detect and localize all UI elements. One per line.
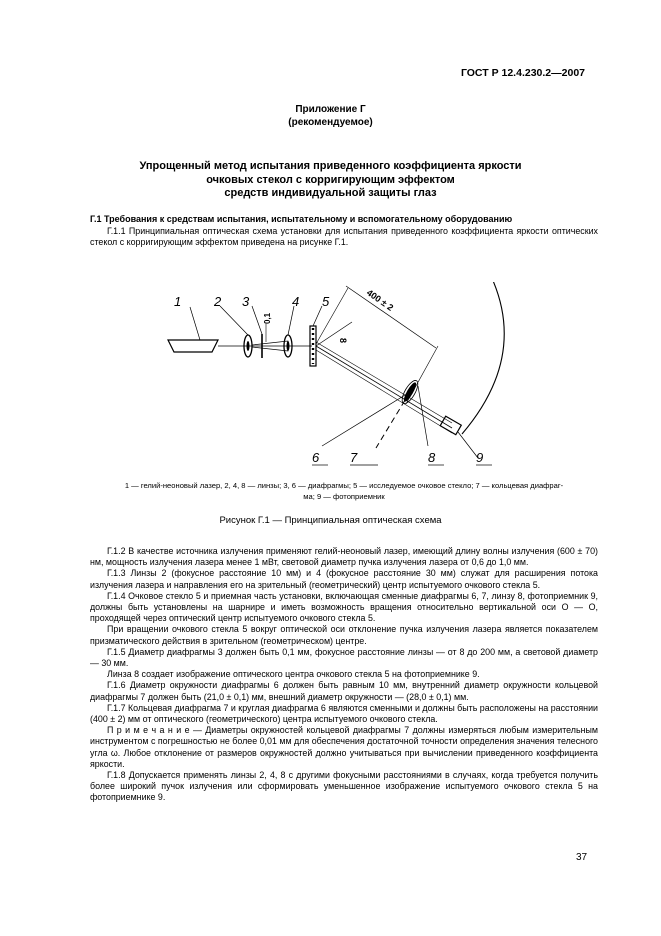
label-1: 1 [174, 294, 182, 309]
appendix-title: Приложение Г [295, 104, 366, 115]
lens-2-core [247, 341, 250, 351]
leader-9 [458, 432, 478, 458]
paragraph: Г.1.1 Принципиальная оптическая схема установки для испытания приведенного коэффициента яркости оптических стекол с корригирующим эффектом приведена на рисунке Г.1. [90, 226, 598, 248]
title-line-1: Упрощенный метод испытания приведенного коэффициента яркости [139, 160, 522, 172]
label-4: 4 [292, 294, 300, 309]
leader-5 [313, 306, 322, 326]
paragraph: Г.1.7 Кольцевая диафрагма 7 и круглая диафрагма 6 являются сменными и должны быть расположены на расстоянии (400 ± 2) мм от оптического (геометрического) центра испытуемого очкового стекла. [90, 702, 598, 725]
beam-upper [316, 342, 452, 423]
paragraph: Г.1.6 Диаметр окружности диафрагмы 6 должен быть равным 10 мм, внутренний диаметр окружности кольцевой диафрагмы 7 должен быть (21,0 ± 0,1) мм, внешний диаметр окружности — (28,0 ± 0,1) мм. [90, 680, 598, 702]
leader-6 [322, 392, 410, 446]
body-text [90, 546, 598, 804]
paragraph: Г.1.4 Очковое стекло 5 и приемная часть установки, включающая сменные диафрагмы 6, 7, линзу 8, фотоприемник 9, должны быть установлены на шарнире и иметь возможность вращения относительно вертикальной оси О — О, проходящей через оптический центр испытуемого очкового стекла 5. [90, 590, 598, 624]
label-3: 3 [242, 294, 250, 309]
note-paragraph: П р и м е ч а н и е — Диаметры окружностей кольцевой диафрагмы 7 должны измеряться любым измерительным инструментом с погрешностью не более 0,01 мм для обеспечения достаточной точности определения значения телесного угла ω. Любое отклонение от размеров окружностей должно учитываться при вычислении приведенного коэффициента яркости. [90, 725, 598, 769]
title-line-2: очковых стекол с корригирующим эффектом [206, 173, 455, 186]
label-5: 5 [322, 294, 330, 309]
optical-scheme-figure [152, 282, 512, 472]
appendix-subtitle: (рекомендуемое) [288, 117, 373, 128]
leader-2 [220, 306, 248, 335]
standard-number: ГОСТ Р 12.4.230.2—2007 [460, 67, 585, 79]
paragraph: Г.1.2 В качестве источника излучения применяют гелий-неоновый лазер, имеющий длину волны излучения (600 ± 70) нм, мощность излучения лазера менее 1 мВт, световой диаметр пучка излучения лазера от 0,6 до 1,0 мм. [90, 546, 598, 568]
label-7: 7 [350, 450, 358, 465]
legend-line-2: ма; 9 — фотоприемник [303, 492, 385, 501]
paragraph: Линза 8 создает изображение оптического центра очкового стекла 5 на фотоприемнике 9. [107, 669, 480, 680]
rotation-arc [462, 282, 504, 434]
label-2: 2 [214, 294, 222, 309]
figure-caption: Рисунок Г.1 — Принципиальная оптическая схема [219, 515, 442, 526]
paragraph-g11 [90, 226, 598, 248]
distance-dimension [346, 286, 436, 348]
appendix-heading [0, 103, 661, 129]
dim-angle: 8 [338, 338, 348, 344]
page-number: 37 [576, 852, 588, 863]
paragraph: Г.1.8 Допускается применять линзы 2, 4, 8 с другими фокусными расстояниями в случаях, когда требуется получить более широкий пучок излучения или сформировать уменьшенное изображение испытуемого очкового стекла 5 на фотоприемнике 9. [90, 770, 598, 803]
paragraph: Г.1.3 Линзы 2 (фокусное расстояние 10 мм) и 4 (фокусное расстояние 30 мм) служат для расширения потока излучения лазера и направления его на зрительный (геометрический) центр испытуемого очкового стекла 5. [90, 568, 598, 590]
paragraph: При вращении очкового стекла 5 вокруг оптической оси отклонение пучка излучения лазера является показателем призматического действия в зрительном (геометрическом) центре. [90, 624, 598, 646]
laser-body [168, 340, 218, 352]
legend-line-1: 1 — гелий-неоновый лазер, 2, 4, 8 — линзы; 3, 6 — диафрагмы; 5 — исследуемое очковое стекло; 7 — кольцевая диафраг- [124, 481, 564, 490]
label-9: 9 [476, 450, 484, 465]
leader-3 [252, 306, 262, 334]
lens-4-core [287, 341, 290, 351]
beam-lower [316, 350, 452, 433]
leader-8 [418, 386, 428, 446]
leader-1 [190, 307, 200, 340]
figure-legend [96, 480, 592, 502]
label-8: 8 [428, 450, 436, 465]
dim-distance: 400 ± 2 [364, 287, 396, 313]
document-title [0, 160, 661, 201]
beam-to-detector [316, 346, 452, 428]
dim-small: 0,1 [263, 312, 272, 324]
label-6: 6 [312, 450, 320, 465]
title-line-3: средств индивидуальной защиты глаз [224, 187, 437, 199]
section-heading: Г.1 Требования к средствам испытания, испытательному и вспомогательному оборудованию [90, 214, 513, 224]
paragraph: Г.1.5 Диаметр диафрагмы 3 должен быть 0,1 мм, фокусное расстояние линзы — от 8 до 200 мм, а световой диаметр — 30 мм. [90, 646, 598, 669]
leader-4 [288, 306, 294, 335]
